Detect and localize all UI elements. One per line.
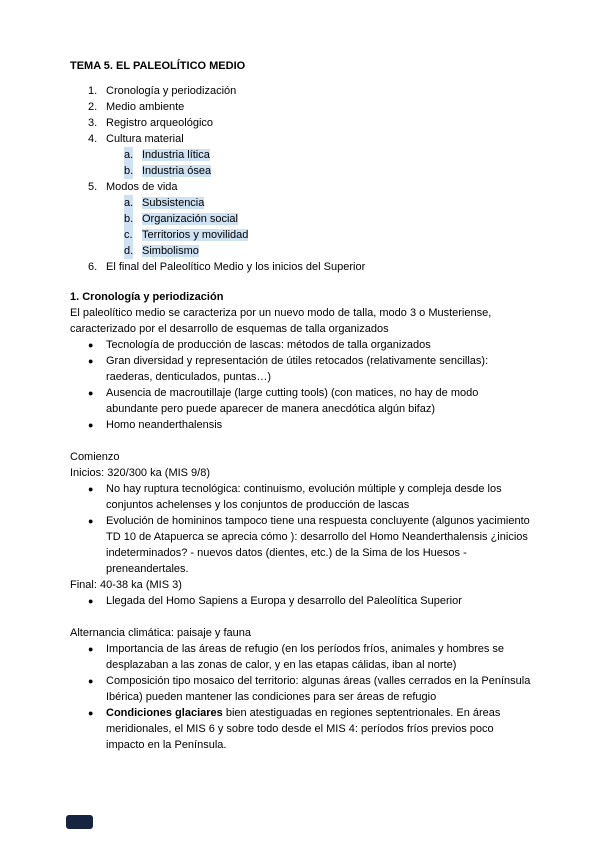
bullet-item [70,705,532,753]
bullet-text: Evolución de homininos tampoco tiene una respuesta concluyente (algunos yacimiento TD 10 de Atapuerca se aprecia cómo ): desarrollo del Homo Neanderthalensis ¿inicios indeterminados? - nuevos datos (dientes, etc.) de la Sima de los Huesos - preneandertales. [106,515,530,575]
bullet-icon: ● [88,596,94,606]
alternancia-block [70,625,532,753]
outline-item-number: 5. [88,181,98,193]
outline-item-label: Modos de vida [106,181,178,193]
outline-item-number: 2. [88,101,98,113]
outline-item-label: Medio ambiente [106,101,185,113]
outline-item-label: Simbolismo [142,245,199,257]
page-title: TEMA 5. EL PALEOLÍTICO MEDIO [70,60,246,72]
bullet-text: Composición tipo mosaico del territorio: algunas áreas (valles cerrados en la Península Ibérica) pueden mantener las condiciones para ser áreas de refugio [106,675,531,703]
outline-item-label: Subsistencia [142,197,205,209]
outline-item [70,259,532,275]
outline-item-label: Registro arqueológico [106,117,214,129]
bullet-text [106,707,500,751]
bullet-text: Tecnología de producción de lascas: métodos de talla organizados [106,339,431,351]
bullet-item [70,513,532,577]
outline-item-number: b. [124,165,134,177]
bullet-icon: ● [88,516,94,526]
bullet-text: Llegada del Homo Sapiens a Europa y desarrollo del Paleolítica Superior [106,595,462,607]
bullet-icon: ● [88,356,94,366]
bullet-item [70,337,532,353]
outline-item-number: 4. [88,133,98,145]
outline-item [70,83,532,99]
outline-item-label: Cultura material [106,133,184,145]
outline-item-number: b. [124,213,134,225]
bullet-item [70,481,532,513]
outline-item-label: Cronología y periodización [106,85,237,97]
outline-item-label: Industria lítica [142,149,210,161]
bullet-icon: ● [88,420,94,430]
outline-item-label: Organización social [142,213,238,225]
section-intro-paragraph: El paleolítico medio se caracteriza por un nuevo modo de talla, modo 3 o Musteriense, caracterizado por el desarrollo de esquemas de talla organizados [70,307,492,335]
bullet-item [70,673,532,705]
footer-logo [66,815,93,829]
outline-item [70,243,532,259]
outline-item [70,227,532,243]
bullet-text: No hay ruptura tecnológica: continuismo, evolución múltiple y compleja desde los conjuntos achelenses y los conjuntos de producción de lascas [106,483,502,511]
outline-list [70,83,532,275]
bullet-icon: ● [88,676,94,686]
bullet-icon: ● [88,708,94,718]
bullet-icon: ● [88,484,94,494]
comienzo-block [70,449,532,609]
outline-item-number: a. [124,197,134,209]
bullet-text-bold: Condiciones glaciares [106,707,223,719]
bullet-item [70,641,532,673]
outline-item [70,179,532,195]
outline-item [70,131,532,147]
bullet-text-rest: bien atestiguadas en regiones septentrionales. En áreas meridionales, el MIS 6 y sobre todo desde el MIS 4: períodos fríos previos poco impacto en la Península. [106,707,501,751]
final-line: Final: 40-38 ka (MIS 3) [70,579,182,591]
outline-item-number: c. [124,229,133,241]
outline-item [70,195,532,211]
outline-item-number: d. [124,245,134,257]
comienzo-label: Comienzo [70,451,120,463]
inicios-line: Inicios: 320/300 ka (MIS 9/8) [70,467,211,479]
bullet-item [70,385,532,417]
bullet-item [70,417,532,433]
outline-item [70,115,532,131]
outline-item-label: Industria ósea [142,165,212,177]
bullet-item [70,353,532,385]
section1-bullet-list [70,337,532,433]
bullet-icon: ● [88,644,94,654]
bullet-text: Gran diversidad y representación de útiles retocados (relativamente sencillas): raederas, denticulados, puntas…) [106,355,489,383]
outline-item [70,99,532,115]
outline-item-number: 1. [88,85,98,97]
outline-item-number: 6. [88,261,98,273]
bullet-icon: ● [88,340,94,350]
outline-item-number: 3. [88,117,98,129]
outline-item [70,147,532,163]
section-heading: 1. Cronología y periodización [70,291,224,303]
bullet-text: Homo neanderthalensis [106,419,223,431]
outline-item [70,163,532,179]
outline-item-number: a. [124,149,134,161]
bullet-text: Ausencia de macroutillaje (large cutting tools) (con matices, no hay de modo abundante pero puede aparecer de manera anecdótica algún bifaz) [106,387,479,415]
bullet-item [70,593,532,609]
bullet-text: Importancia de las áreas de refugio (en los períodos fríos, animales y hombres se desplazaban a las zonas de calor, y en las etapas cálidas, iban al norte) [106,643,505,671]
alternancia-label: Alternancia climática: paisaje y fauna [70,627,251,639]
outline-item-label: El final del Paleolítico Medio y los inicios del Superior [106,261,366,273]
outline-item-label: Territorios y movilidad [142,229,249,241]
outline-item [70,211,532,227]
bullet-icon: ● [88,388,94,398]
